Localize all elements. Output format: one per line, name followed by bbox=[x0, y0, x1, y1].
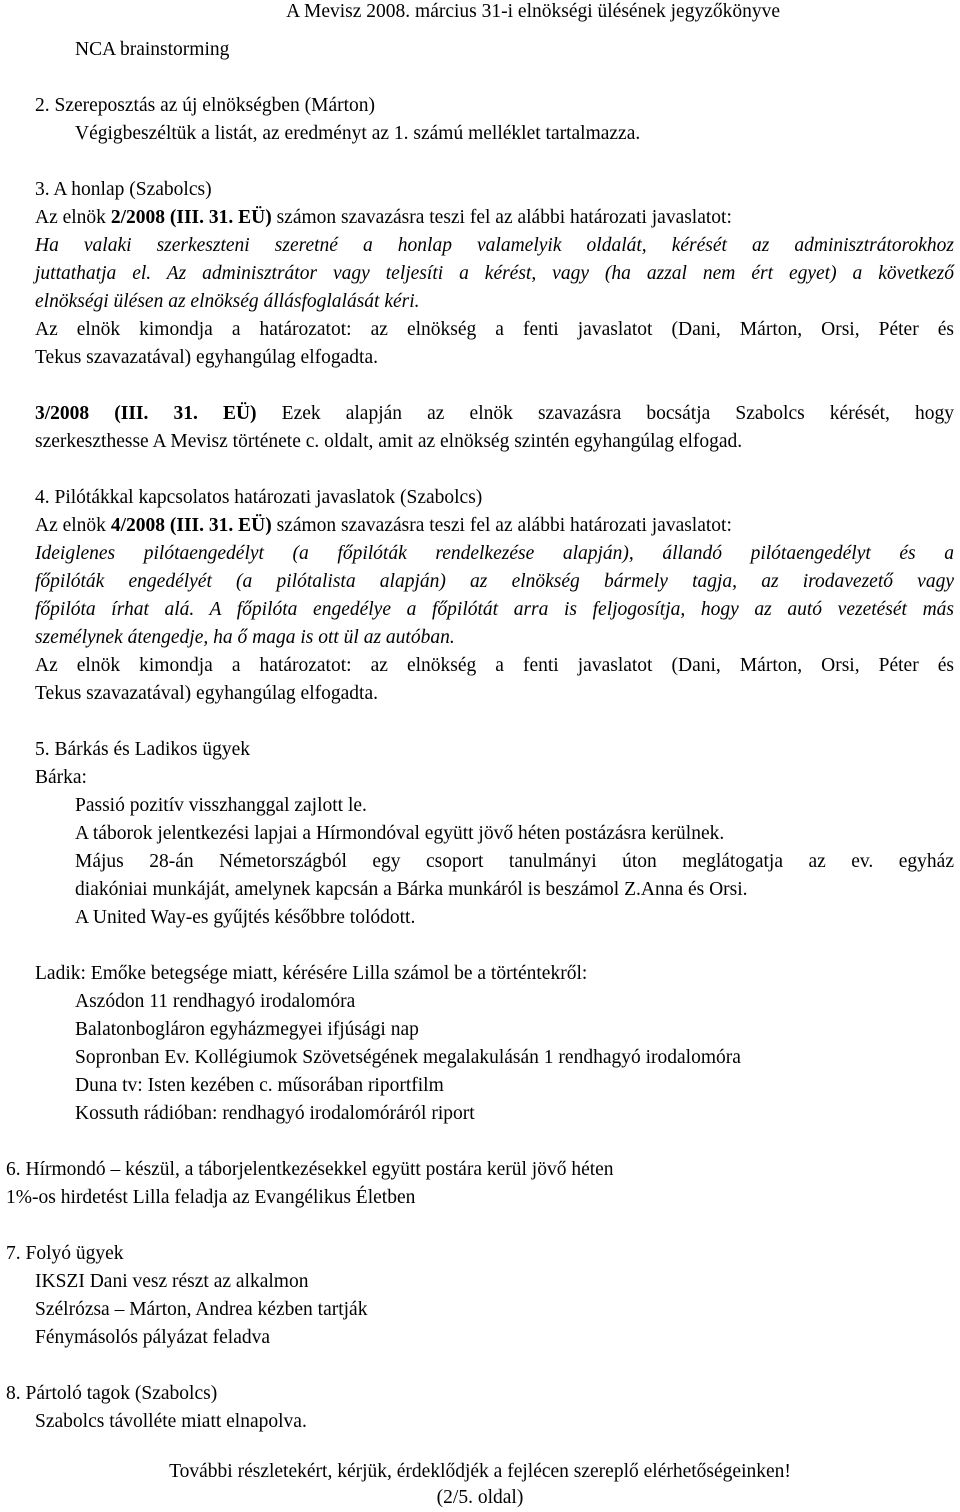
page-number: (2/5. oldal) bbox=[436, 1487, 524, 1508]
page-header: A Mevisz 2008. március 31-i elnökségi ülésének jegyzőkönyve bbox=[286, 1, 780, 22]
footer-contact: További részletekért, kérjük, érdeklődjék a fejlécen szereplő elérhetőségeinken! bbox=[169, 1461, 791, 1482]
barka-item-4: A United Way-es gyűjtés későbbre tolódott. bbox=[75, 907, 416, 928]
barka-item-2: A táborok jelentkezési lapjai a Hírmondóval együtt jövő héten postázásra kerülnek. bbox=[75, 823, 725, 844]
section-4-proposal-line-4: személynek átengedje, ha ő maga is ott ül az autóban. bbox=[35, 627, 455, 648]
section-4-proposal-line-1: Ideiglenes pilótaengedélyt (a főpilóták rendelkezése alapján), állandó pilótaengedélyt és a bbox=[35, 543, 954, 564]
ladik-intro: Ladik: Emőke betegsége miatt, kérésére Lilla számol be a történtekről: bbox=[35, 963, 588, 984]
section-3-decision-line-1: Az elnök kimondja a határozatot: az elnökség a fenti javaslatot (Dani, Márton, Orsi, Péter és bbox=[35, 319, 954, 340]
section-4-proposal-line-3: főpilóta írhat alá. A főpilóta engedélye a főpilótát arra is feljogosítja, hogy az autó vezetését más bbox=[35, 599, 954, 620]
section-4-intro: Az elnök 4/2008 (III. 31. EÜ) számon szavazásra teszi fel az alábbi határozati javaslatot: bbox=[35, 515, 732, 536]
section-4-decision-line-2: Tekus szavazatával) egyhangúlag elfogadta. bbox=[35, 683, 378, 704]
section-2-heading: 2. Szereposztás az új elnökségben (Márton) bbox=[35, 95, 376, 116]
section-5-heading: 5. Bárkás és Ladikos ügyek bbox=[35, 739, 250, 760]
barka-label: Bárka: bbox=[35, 767, 87, 788]
section-3-proposal-line-3: elnökségi ülésen az elnökség állásfoglalását kéri. bbox=[35, 291, 420, 312]
section-4-decision-line-1: Az elnök kimondja a határozatot: az elnökség a fenti javaslatot (Dani, Márton, Orsi, Péter és bbox=[35, 655, 954, 676]
section-6-text: 1%-os hirdetést Lilla feladja az Evangélikus Életben bbox=[6, 1187, 416, 1208]
section-3-proposal-line-1: Ha valaki szerkeszteni szeretné a honlap valamelyik oldalát, kérését az adminisztrátorokhoz bbox=[35, 235, 954, 256]
section-4-heading: 4. Pilótákkal kapcsolatos határozati javaslatok (Szabolcs) bbox=[35, 487, 483, 508]
barka-item-3-cont: diakóniai munkáját, amelynek kapcsán a Bárka munkáról is beszámol Z.Anna és Orsi. bbox=[75, 879, 748, 900]
section-3-second-resolution: 3/2008 (III. 31. EÜ) Ezek alapján az elnök szavazásra bocsátja Szabolcs kérését, hogy bbox=[35, 403, 954, 424]
section-3-intro: Az elnök 2/2008 (III. 31. EÜ) számon szavazásra teszi fel az alábbi határozati javaslatot: bbox=[35, 207, 732, 228]
section-3-second-resolution-line-2: szerkeszthesse A Mevisz története c. oldalt, amit az elnökség szintén egyhangúlag elfogad. bbox=[35, 431, 743, 452]
barka-item-1: Passió pozitív visszhanggal zajlott le. bbox=[75, 795, 367, 816]
section-7-item-2: Szélrózsa – Márton, Andrea kézben tartják bbox=[35, 1299, 368, 1320]
section-2-text: Végigbeszéltük a listát, az eredményt az 1. számú melléklet tartalmazza. bbox=[75, 123, 641, 144]
section-8-heading: 8. Pártoló tagok (Szabolcs) bbox=[6, 1383, 218, 1404]
ladik-item-5: Kossuth rádióban: rendhagyó irodalomóráról riport bbox=[75, 1103, 475, 1124]
barka-item-3: Május 28-án Németországból egy csoport tanulmányi úton meglátogatja az ev. egyház bbox=[75, 851, 954, 872]
ladik-item-4: Duna tv: Isten kezében c. műsorában riportfilm bbox=[75, 1075, 444, 1096]
section-6-heading: 6. Hírmondó – készül, a táborjelentkezésekkel együtt postára kerül jövő héten bbox=[6, 1159, 614, 1180]
section-3-heading: 3. A honlap (Szabolcs) bbox=[35, 179, 212, 200]
ladik-item-2: Balatonbogláron egyházmegyei ifjúsági nap bbox=[75, 1019, 419, 1040]
section-3-decision-line-2: Tekus szavazatával) egyhangúlag elfogadta. bbox=[35, 347, 378, 368]
ladik-item-1: Aszódon 11 rendhagyó irodalomóra bbox=[75, 991, 356, 1012]
section-3-proposal-line-2: juttathatja el. Az adminisztrátor vagy teljesíti a kérést, vagy (ha azzal nem ért egyet) a következő bbox=[35, 263, 954, 284]
section-7-heading: 7. Folyó ügyek bbox=[6, 1243, 124, 1264]
section-4-proposal-line-2: főpilóták engedélyét (a pilótalista alapján) az elnökség bármely tagja, az irodavezető vagy bbox=[35, 571, 954, 592]
section-7-item-3: Fénymásolós pályázat feladva bbox=[35, 1327, 270, 1348]
section-7-item-1: IKSZI Dani vesz részt az alkalmon bbox=[35, 1271, 309, 1292]
ladik-item-3: Sopronban Ev. Kollégiumok Szövetségének megalakulásán 1 rendhagyó irodalomóra bbox=[75, 1047, 741, 1068]
nca-brainstorming: NCA brainstorming bbox=[75, 39, 230, 60]
section-8-text: Szabolcs távolléte miatt elnapolva. bbox=[35, 1411, 307, 1432]
